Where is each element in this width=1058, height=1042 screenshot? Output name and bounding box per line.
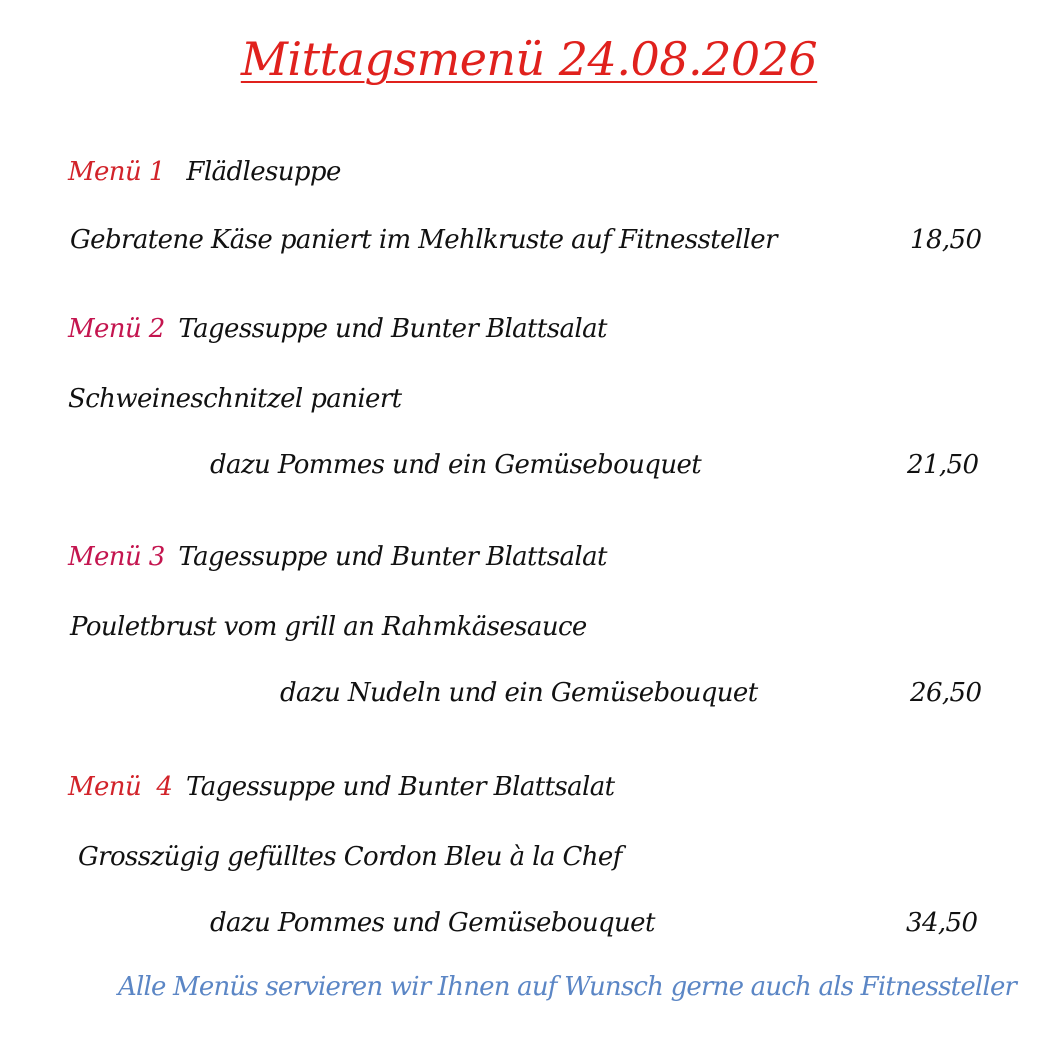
fitness-plate-note: Alle Menüs servieren wir Ihnen auf Wunsch gerne auch als Fitnessteller bbox=[118, 972, 1017, 1002]
menu-2-header bbox=[68, 314, 607, 345]
menu-3-label: Menü 3 bbox=[68, 542, 165, 572]
menu-3-main: Pouletbrust vom grill an Rahmkäsesauce bbox=[70, 612, 587, 642]
menu-3-soup: Tagessuppe und Bunter Blattsalat bbox=[178, 542, 607, 572]
menu-1-header bbox=[68, 157, 341, 188]
menu-2-soup: Tagessuppe und Bunter Blattsalat bbox=[178, 314, 607, 344]
menu-2-main: Schweineschnitzel paniert bbox=[68, 384, 402, 414]
page-title: Mittagsmenü 24.08.2026 bbox=[240, 32, 818, 86]
menu-1-soup: Flädlesuppe bbox=[186, 157, 341, 187]
menu-3-header bbox=[68, 542, 607, 573]
menu-1-label: Menü 1 bbox=[68, 157, 165, 187]
menu-2-price: 21,50 bbox=[907, 450, 979, 480]
menu-4-header bbox=[68, 772, 615, 803]
menu-4-side: dazu Pommes und Gemüsebouquet bbox=[210, 908, 655, 938]
menu-3-side: dazu Nudeln und ein Gemüsebouquet bbox=[280, 678, 758, 708]
menu-4-soup: Tagessuppe und Bunter Blattsalat bbox=[186, 772, 615, 802]
menu-1-main: Gebratene Käse paniert im Mehlkruste auf Fitnessteller bbox=[70, 225, 777, 255]
menu-1-price: 18,50 bbox=[910, 225, 982, 255]
menu-2-label: Menü 2 bbox=[68, 314, 165, 344]
menu-4-price: 34,50 bbox=[906, 908, 978, 938]
menu-3-price: 26,50 bbox=[910, 678, 982, 708]
menu-4-main: Grosszügig gefülltes Cordon Bleu à la Chef bbox=[78, 842, 622, 872]
menu-4-label: Menü 4 bbox=[68, 772, 173, 802]
menu-2-side: dazu Pommes und ein Gemüsebouquet bbox=[210, 450, 702, 480]
